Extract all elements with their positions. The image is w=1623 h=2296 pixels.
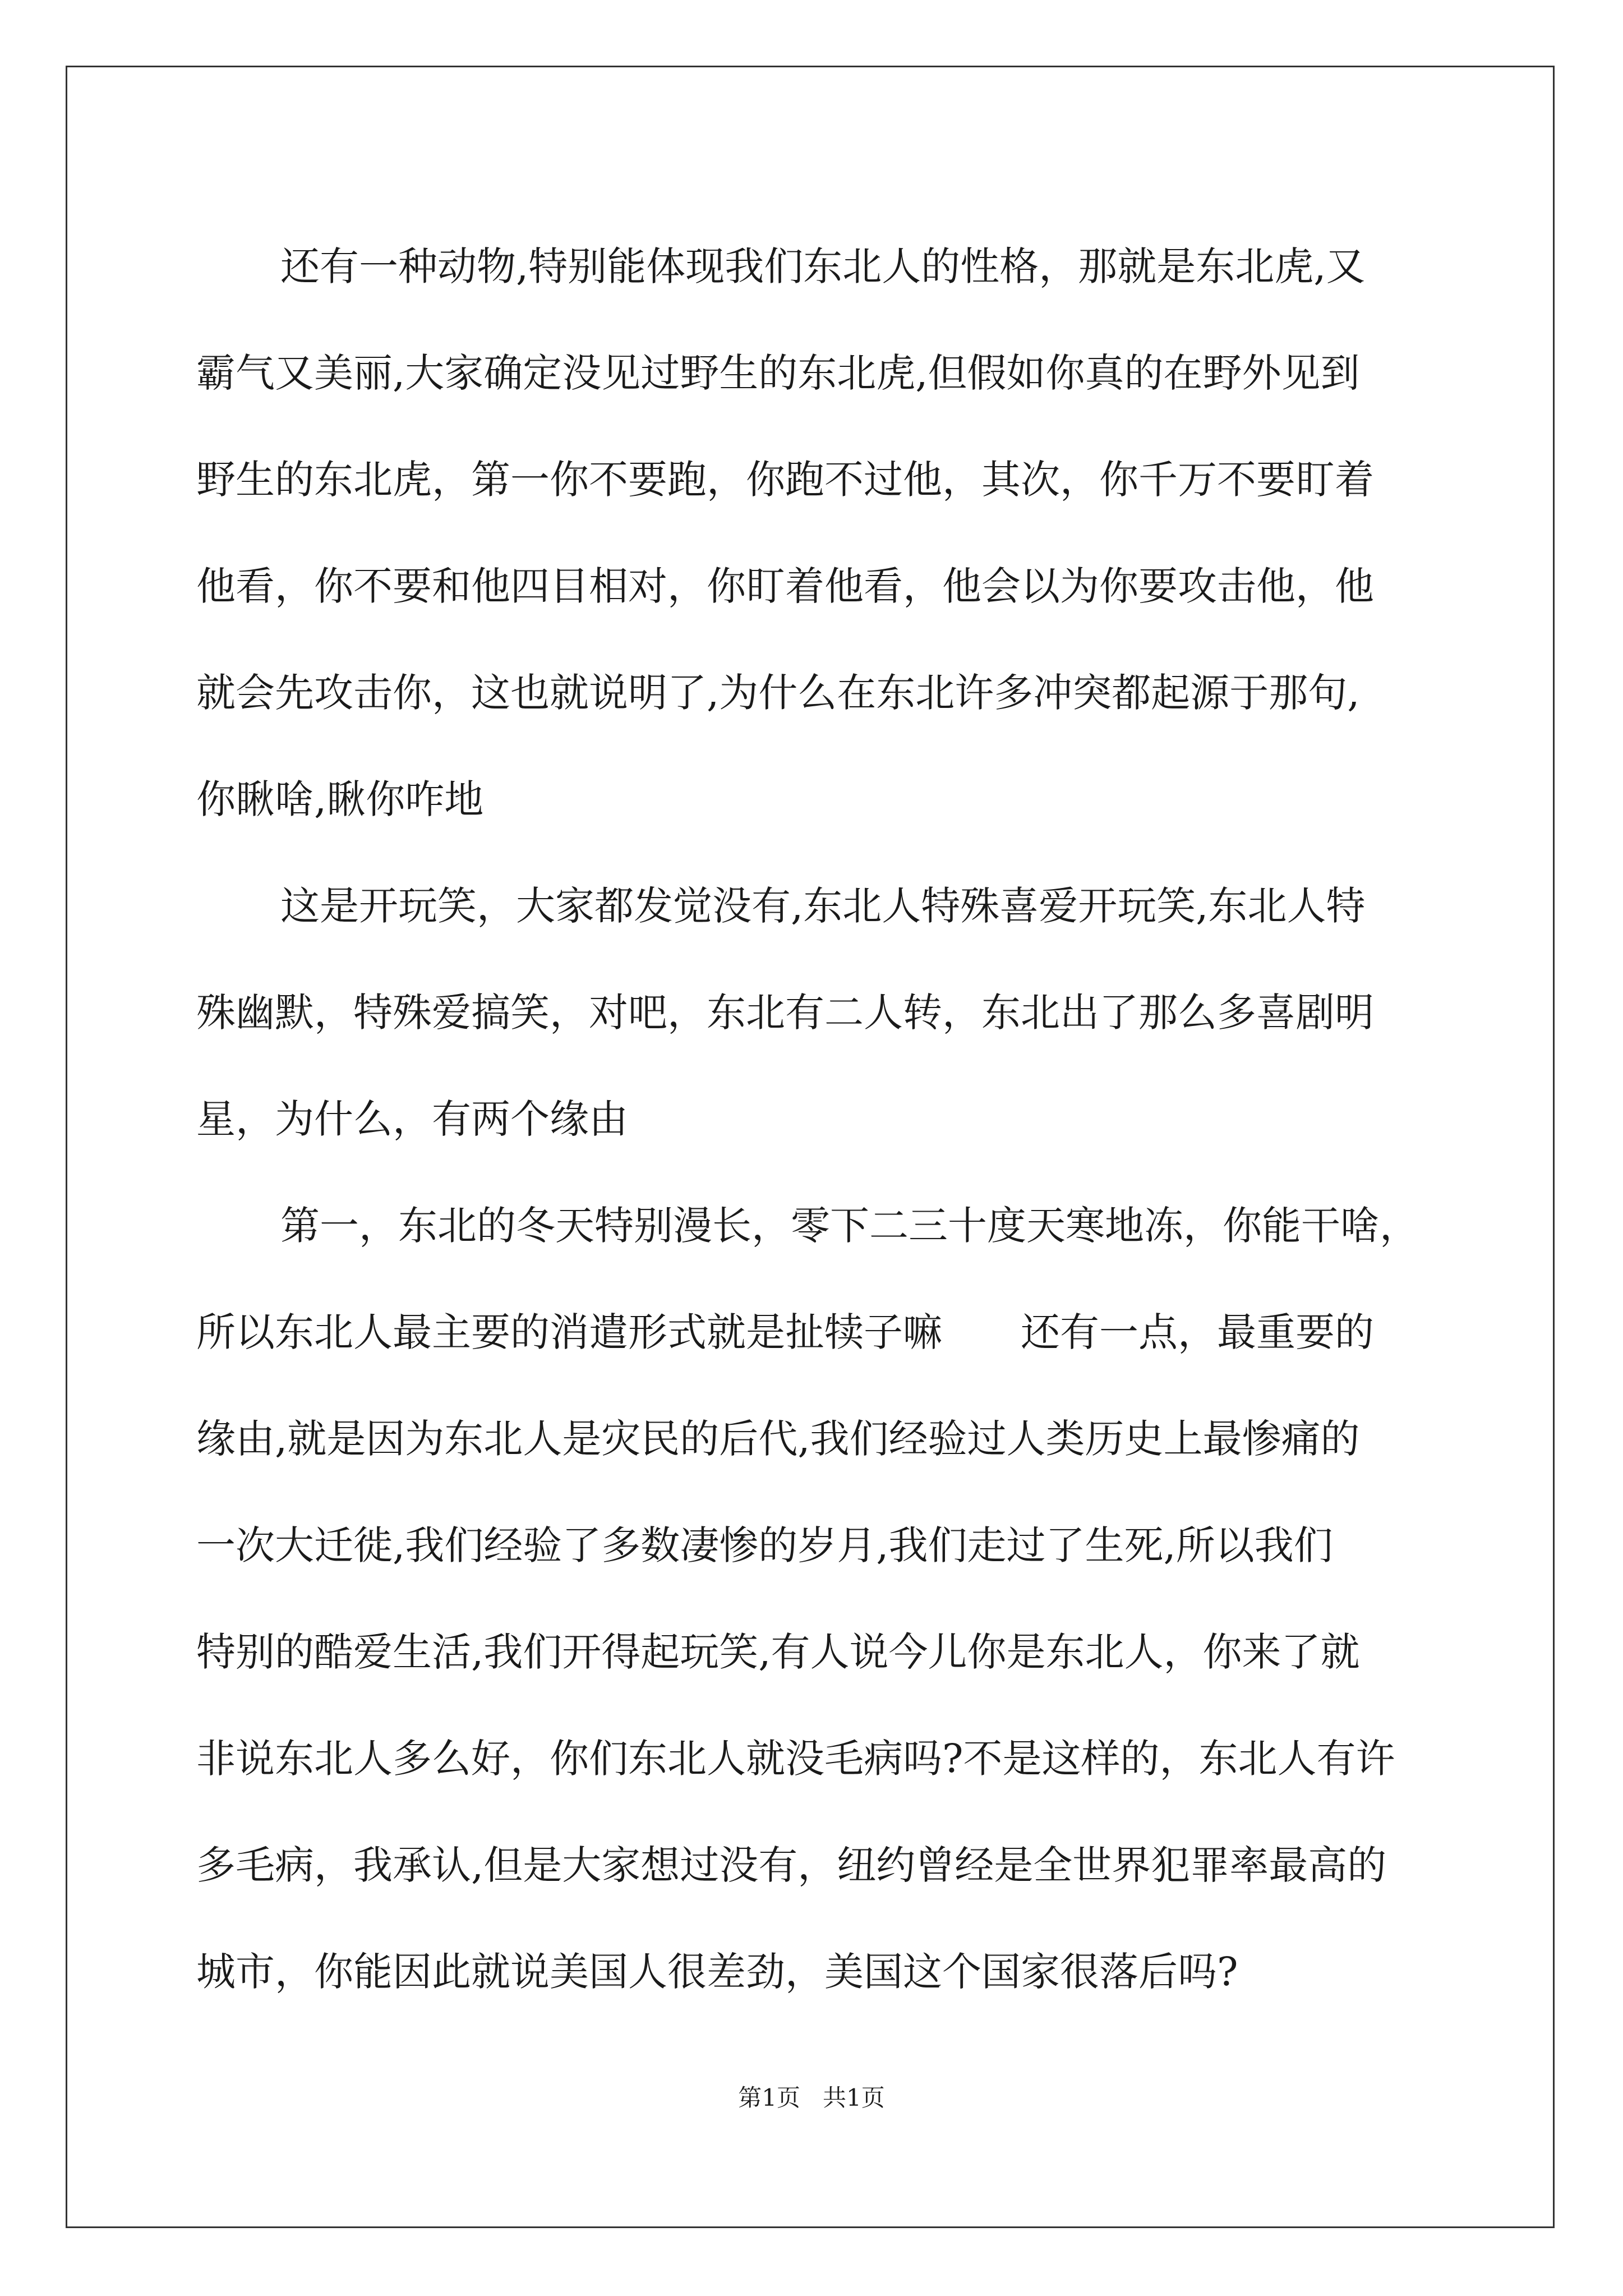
- text-line: 霸气又美丽,大家确定没见过野生的东北虎,但假如你真的在野外见到: [196, 350, 1360, 396]
- text-line: 就会先攻击你，这也就说明了,为什么在东北许多冲突都起源于那句,: [196, 670, 1360, 716]
- text-line: 多毛病，我承认,但是大家想过没有，纽约曾经是全世界犯罪率最高的: [196, 1842, 1387, 1888]
- text-line: 你瞅啥,瞅你咋地: [196, 776, 484, 822]
- text-line: 非说东北人多么好，你们东北人就没毛病吗?不是这样的，东北人有许: [196, 1736, 1395, 1782]
- text-line: 城市，你能因此就说美国人很差劲，美国这个国家很落后吗?: [196, 1949, 1238, 1995]
- text-line: 殊幽默，特殊爱搞笑，对吧，东北有二人转，东北出了那么多喜剧明: [196, 990, 1374, 1036]
- page-total: 共1页: [823, 2084, 885, 2111]
- page-number: 第1页: [738, 2084, 800, 2111]
- paragraph: [196, 853, 1430, 1172]
- text-line: 还有一种动物,特别能体现我们东北人的性格，那就是东北虎,又: [280, 243, 1366, 289]
- text-line: 一次大迁徙,我们经验了多数凄惨的岁月,我们走过了生死,所以我们: [196, 1522, 1333, 1568]
- paragraph: [196, 213, 1430, 853]
- text-line: 他看，你不要和他四目相对，你盯着他看，他会以为你要攻击他，他: [196, 563, 1374, 609]
- text-line: 缘由,就是因为东北人是灾民的后代,我们经验过人类历史上最惨痛的: [196, 1416, 1360, 1462]
- document-body: [196, 213, 1430, 2025]
- text-line: 星，为什么，有两个缘由: [196, 1096, 628, 1142]
- text-line: 特别的酷爱生活,我们开得起玩笑,有人说今儿你是东北人，你来了就: [196, 1629, 1360, 1675]
- text-line: 这是开玩笑，大家都发觉没有,东北人特殊喜爱开玩笑,东北人特: [280, 883, 1366, 929]
- page-footer: [0, 2081, 1623, 2115]
- text-line: 所以东北人最主要的消遣形式就是扯犊子嘛 还有一点，最重要的: [196, 1309, 1374, 1355]
- paragraph: [196, 1172, 1430, 2025]
- text-line: 野生的东北虎，第一你不要跑，你跑不过他，其次，你千万不要盯着: [196, 457, 1374, 503]
- text-line: 第一，东北的冬天特别漫长，零下二三十度天寒地冻，你能干啥，: [280, 1203, 1419, 1249]
